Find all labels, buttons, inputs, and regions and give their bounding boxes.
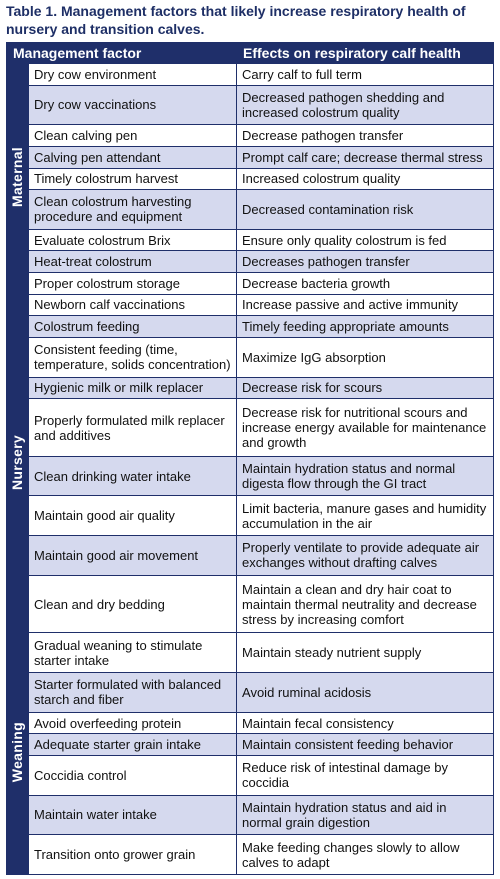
effect-cell: Limit bacteria, manure gases and humidity accumulation in the air bbox=[237, 496, 494, 536]
management-factor-cell: Timely colostrum harvest bbox=[29, 168, 237, 190]
table-row bbox=[7, 229, 494, 251]
management-factor-cell: Maintain good air movement bbox=[29, 536, 237, 576]
effect-cell: Maintain consistent feeding behavior bbox=[237, 734, 494, 756]
management-factor-cell: Heat-treat colostrum bbox=[29, 251, 237, 273]
management-factor-cell: Dry cow environment bbox=[29, 64, 237, 86]
table-row bbox=[7, 316, 494, 338]
effect-cell: Carry calf to full term bbox=[237, 64, 494, 86]
header-management-factor: Management factor bbox=[7, 43, 237, 64]
table-row bbox=[7, 456, 494, 496]
section-label-text: Maternal bbox=[9, 147, 25, 208]
management-factor-cell: Dry cow vaccinations bbox=[29, 85, 237, 125]
effect-cell: Decreases pathogen transfer bbox=[237, 251, 494, 273]
table-row bbox=[7, 85, 494, 125]
effect-cell: Avoid ruminal acidosis bbox=[237, 673, 494, 713]
effect-cell: Decreased pathogen shedding and increased colostrum quality bbox=[237, 85, 494, 125]
section-label-nursery bbox=[7, 294, 29, 633]
management-factor-cell: Hygienic milk or milk replacer bbox=[29, 377, 237, 399]
effect-cell: Maintain fecal consistency bbox=[237, 712, 494, 734]
management-factor-cell: Clean colostrum harvesting procedure and equipment bbox=[29, 190, 237, 230]
table-row bbox=[7, 251, 494, 273]
effect-cell: Maintain a clean and dry hair coat to maintain thermal neutrality and decrease stress by increasing comfort bbox=[237, 575, 494, 633]
caption-line-1: Table 1. Management factors that likely increase respiratory health of bbox=[6, 3, 466, 19]
effect-cell: Maintain hydration status and aid in normal grain digestion bbox=[237, 795, 494, 835]
management-factor-cell: Newborn calf vaccinations bbox=[29, 294, 237, 316]
table-row bbox=[7, 399, 494, 457]
management-factor-cell: Evaluate colostrum Brix bbox=[29, 229, 237, 251]
management-factor-cell: Calving pen attendant bbox=[29, 146, 237, 168]
effect-cell: Maintain steady nutrient supply bbox=[237, 633, 494, 673]
table-row bbox=[7, 835, 494, 875]
management-factor-cell: Clean drinking water intake bbox=[29, 456, 237, 496]
table-row bbox=[7, 536, 494, 576]
management-factor-cell: Consistent feeding (time, temperature, solids concentration) bbox=[29, 337, 237, 377]
management-factor-cell: Transition onto grower grain bbox=[29, 835, 237, 875]
management-factor-cell: Clean calving pen bbox=[29, 125, 237, 147]
section-label-maternal bbox=[7, 64, 29, 295]
management-factor-cell: Properly formulated milk replacer and additives bbox=[29, 399, 237, 457]
section-label-text: Weaning bbox=[9, 722, 25, 783]
header-effects: Effects on respiratory calf health bbox=[237, 43, 494, 64]
effect-cell: Maximize IgG absorption bbox=[237, 337, 494, 377]
management-factor-cell: Avoid overfeeding protein bbox=[29, 712, 237, 734]
table-row bbox=[7, 712, 494, 734]
management-factor-cell: Starter formulated with balanced starch and fiber bbox=[29, 673, 237, 713]
management-factor-cell: Maintain water intake bbox=[29, 795, 237, 835]
effect-cell: Increase passive and active immunity bbox=[237, 294, 494, 316]
effect-cell: Ensure only quality colostrum is fed bbox=[237, 229, 494, 251]
table-row bbox=[7, 146, 494, 168]
table-row bbox=[7, 633, 494, 673]
table-row bbox=[7, 496, 494, 536]
table-row bbox=[7, 337, 494, 377]
effect-cell: Decrease pathogen transfer bbox=[237, 125, 494, 147]
table-row bbox=[7, 795, 494, 835]
table-row bbox=[7, 168, 494, 190]
effect-cell: Decrease bacteria growth bbox=[237, 273, 494, 295]
table-row bbox=[7, 377, 494, 399]
effect-cell: Decreased contamination risk bbox=[237, 190, 494, 230]
effect-cell: Timely feeding appropriate amounts bbox=[237, 316, 494, 338]
table-header-row bbox=[7, 43, 494, 64]
section-label-text: Nursery bbox=[9, 434, 25, 490]
table-row bbox=[7, 673, 494, 713]
management-factor-cell: Proper colostrum storage bbox=[29, 273, 237, 295]
management-factors-table bbox=[6, 42, 494, 875]
effect-cell: Prompt calf care; decrease thermal stress bbox=[237, 146, 494, 168]
effect-cell: Decrease risk for scours bbox=[237, 377, 494, 399]
table-caption bbox=[6, 2, 494, 38]
management-factor-cell: Coccidia control bbox=[29, 755, 237, 795]
effect-cell: Decrease risk for nutritional scours and increase energy available for maintenance and growth bbox=[237, 399, 494, 457]
effect-cell: Increased colostrum quality bbox=[237, 168, 494, 190]
effect-cell: Maintain hydration status and normal digesta flow through the GI tract bbox=[237, 456, 494, 496]
table-row bbox=[7, 190, 494, 230]
table-row bbox=[7, 755, 494, 795]
table-row bbox=[7, 734, 494, 756]
management-factor-cell: Maintain good air quality bbox=[29, 496, 237, 536]
effect-cell: Make feeding changes slowly to allow calves to adapt bbox=[237, 835, 494, 875]
management-factor-cell: Adequate starter grain intake bbox=[29, 734, 237, 756]
effect-cell: Properly ventilate to provide adequate air exchanges without drafting calves bbox=[237, 536, 494, 576]
management-factor-cell: Colostrum feeding bbox=[29, 316, 237, 338]
section-label-weaning bbox=[7, 633, 29, 875]
table-row bbox=[7, 294, 494, 316]
caption-line-2: nursery and transition calves. bbox=[6, 21, 205, 37]
table-row bbox=[7, 273, 494, 295]
effect-cell: Reduce risk of intestinal damage by coccidia bbox=[237, 755, 494, 795]
management-factor-cell: Clean and dry bedding bbox=[29, 575, 237, 633]
table-row bbox=[7, 64, 494, 86]
table-row bbox=[7, 575, 494, 633]
management-factor-cell: Gradual weaning to stimulate starter intake bbox=[29, 633, 237, 673]
table-body bbox=[7, 64, 494, 875]
table-row bbox=[7, 125, 494, 147]
